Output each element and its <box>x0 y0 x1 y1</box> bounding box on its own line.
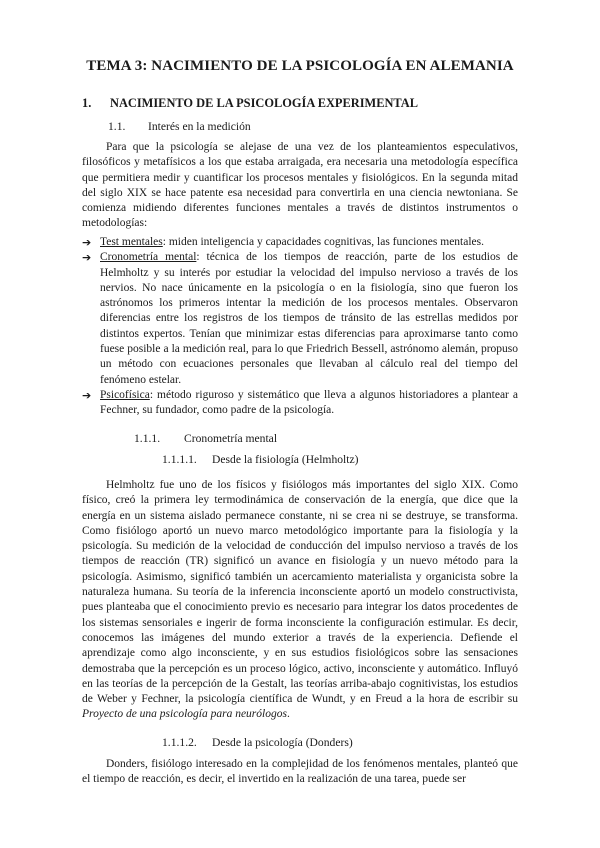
arrow-bullet-icon: ➔ <box>82 251 92 265</box>
list-term: Cronometría mental <box>100 251 197 264</box>
list-text: : técnica de los tiempos de reacción, parte de los estudios de Helmholtz y su interés por estudiar la velocidad del impulso nervioso a través de los nervios. No nace únicamente en la psicología o en la fisiología, sino que fueron los astrónomos los primeros intentar la medición de los procesos mentales. Observaron diferencias entre los registros de los tiempos de tránsito de las estrellas medidos por distintos expertos. Tenían que minimizar estas diferencias para aproximarse tanto como fuese posible a la medición real, para lo que Friedrich Bessell, astrónomo alemán, propuso un método con ecuaciones personales que llevaban al cálculo real del tiempo del fenómeno estelar. <box>100 251 518 386</box>
list-text: : método riguroso y sistemático que lleva a algunos historiadores a plantear a Fechner, su fundador, como padre de la psicología. <box>100 388 518 417</box>
document-title: TEMA 3: NACIMIENTO DE LA PSICOLOGÍA EN ALEMANIA <box>86 58 514 74</box>
subsection-heading-1-1-1-1 <box>162 453 359 466</box>
subsection-title: Interés en la medición <box>148 120 251 133</box>
arrow-bullet-icon: ➔ <box>82 388 92 402</box>
subsection-title: Desde la psicología (Donders) <box>212 736 353 749</box>
subsection-number: 1.1.1.2. <box>162 736 197 749</box>
list-text: : miden inteligencia y capacidades cognitivas, las funciones mentales. <box>162 236 485 248</box>
list-item-psicofisica <box>82 388 518 419</box>
arrow-bullet-icon: ➔ <box>82 236 92 249</box>
section-heading-1 <box>82 96 418 111</box>
list-item-test-mentales <box>82 235 518 250</box>
section-title: NACIMIENTO DE LA PSICOLOGÍA EXPERIMENTAL <box>110 96 418 110</box>
subsection-heading-1-1 <box>108 120 251 133</box>
paragraph-end: . <box>286 708 290 721</box>
book-title: Proyecto de una psicología para neurólogos <box>82 708 287 721</box>
subsection-number: 1.1.1.1. <box>162 453 197 466</box>
paragraph-intro: Para que la psicología se alejase de una vez de los planteamientos especulativos, filosóficos y metafísicos a los que estaba arraigada, era necesaria una metodología específica que permitiera medir y cuantificar los procesos mentales y fisiológicos. En la segunda mitad del siglo XIX se hace patente esa necesidad para convertirla en una ciencia newtoniana. Se comienza midiendo diferentes funciones mentales a través de distintos instrumentos o metodologías: <box>82 141 518 230</box>
subsection-number: 1.1.1. <box>134 432 161 445</box>
section-number: 1. <box>82 96 92 110</box>
subsection-number: 1.1. <box>108 120 126 133</box>
subsection-title: Cronometría mental <box>184 432 278 445</box>
subsection-title: Desde la fisiología (Helmholtz) <box>212 453 359 466</box>
paragraph-text: Helmholtz fue uno de los físicos y fisiólogos más importantes del siglo XIX. Como físico, creó la primera ley termodinámica de conservación de la energía, que dice que la energía en un sistema aislado permanece constante, ni se crea ni se destruye, se transforma. Como fisiólogo aportó un nuevo marco metodológico importante para la fisiología y la psicología. Su medición de la velocidad de conducción del impulso nervioso a través de los tiempos de reacción (TR) significó un avance en fisiología y un nuevo método para la psicología. Asimismo, significó también un acercamiento materialista y organicista sobre la naturaleza humana. Su teoría de la inferencia inconsciente aportó un modelo constructivista, pues planteaba que el conocimiento previo es necesario para integrar los datos procedentes de los sistemas sensoriales e ingerir de forma inconsciente la configuración estimular. Es decir, conocemos las imágenes del mundo exterior a través de la experiencia. Defiende el aprendizaje como algo inconsciente, y en sus estudios fisiológicos sobre las sensaciones demostraba que la percepción es un proceso lógico, activo, inconsciente y automático. Influyó en las teorías de la percepción de la Gestalt, las teorías arriba-abajo cognitivistas, los estudios de Weber y Fechner, la psicología científica de Wundt, y en Freud a la hora de escribir su <box>82 479 518 706</box>
subsection-heading-1-1-1 <box>134 432 277 445</box>
paragraph-helmholtz <box>82 478 518 723</box>
subsection-heading-1-1-1-2 <box>162 736 353 749</box>
list-item-cronometria <box>82 250 518 388</box>
list-term: Psicofísica <box>100 388 150 401</box>
methods-list <box>82 235 518 419</box>
list-term: Test mentales <box>100 236 163 248</box>
paragraph-donders: Donders, fisiólogo interesado en la complejidad de los fenómenos mentales, planteó que el tiempo de reacción, es decir, el invertido en la realización de una tarea, puede ser <box>82 758 518 786</box>
